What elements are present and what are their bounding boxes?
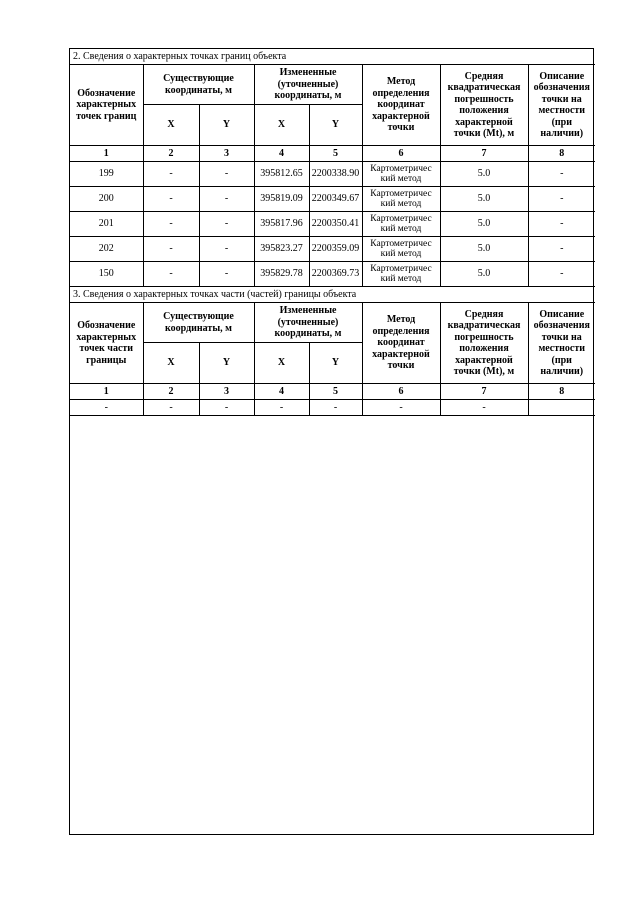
- column-numbers-row: [70, 384, 595, 400]
- method: Картометричес кий метод: [362, 162, 440, 187]
- point-id: 199: [70, 162, 143, 187]
- header-existing-y: Y: [199, 343, 254, 384]
- point-id: 200: [70, 187, 143, 212]
- description: -: [528, 262, 595, 287]
- header-method: Метод определения координат характерной точки: [362, 303, 440, 384]
- existing-y: -: [199, 400, 254, 416]
- description: [528, 400, 595, 416]
- changed-y: 2200349.67: [309, 187, 362, 212]
- changed-y: 2200338.90: [309, 162, 362, 187]
- table-row: [70, 400, 595, 416]
- header-description: Описание обозначения точки на местности (при наличии): [528, 65, 595, 146]
- header-error: Средняя квадратическая погрешность положения характерной точки (Mt), м: [440, 65, 528, 146]
- header-changed-coords: Измененные (уточненные) координаты, м: [254, 303, 362, 343]
- header-designation: Обозначение характерных точек границ: [70, 65, 143, 146]
- table-row: [70, 212, 595, 237]
- existing-y: -: [199, 187, 254, 212]
- point-id: 202: [70, 237, 143, 262]
- description: -: [528, 237, 595, 262]
- existing-x: -: [143, 262, 199, 287]
- error-mt: 5.0: [440, 262, 528, 287]
- header-error: Средняя квадратическая погрешность положения характерной точки (Mt), м: [440, 303, 528, 384]
- method: Картометричес кий метод: [362, 212, 440, 237]
- changed-x: 395823.27: [254, 237, 309, 262]
- description: -: [528, 212, 595, 237]
- section2-title: 2. Сведения о характерных точках границ объекта: [70, 49, 595, 65]
- header-existing-coords: Существующие координаты, м: [143, 303, 254, 343]
- existing-x: -: [143, 212, 199, 237]
- column-number: 3: [199, 146, 254, 162]
- existing-x: -: [143, 400, 199, 416]
- header-changed-x: X: [254, 105, 309, 146]
- header-existing-coords: Существующие координаты, м: [143, 65, 254, 105]
- description: -: [528, 162, 595, 187]
- column-number: 4: [254, 384, 309, 400]
- changed-y: 2200369.73: [309, 262, 362, 287]
- changed-y: 2200359.09: [309, 237, 362, 262]
- changed-y: 2200350.41: [309, 212, 362, 237]
- point-id: -: [70, 400, 143, 416]
- error-mt: 5.0: [440, 187, 528, 212]
- column-number: 5: [309, 384, 362, 400]
- column-number: 5: [309, 146, 362, 162]
- table-row: [70, 187, 595, 212]
- column-number: 7: [440, 146, 528, 162]
- method: Картометричес кий метод: [362, 187, 440, 212]
- existing-y: -: [199, 212, 254, 237]
- existing-x: -: [143, 162, 199, 187]
- section3-title: 3. Сведения о характерных точках части (частей) границы объекта: [70, 287, 595, 303]
- column-number: 2: [143, 146, 199, 162]
- description: -: [528, 187, 595, 212]
- header-existing-y: Y: [199, 105, 254, 146]
- column-number: 8: [528, 384, 595, 400]
- table-row: [70, 162, 595, 187]
- table-row: [70, 237, 595, 262]
- document-frame: [69, 48, 594, 835]
- changed-x: 395817.96: [254, 212, 309, 237]
- column-numbers-row: [70, 146, 595, 162]
- header-changed-y: Y: [309, 343, 362, 384]
- header-existing-x: X: [143, 105, 199, 146]
- point-id: 201: [70, 212, 143, 237]
- changed-x: 395812.65: [254, 162, 309, 187]
- method: Картометричес кий метод: [362, 237, 440, 262]
- table-row: [70, 262, 595, 287]
- header-changed-coords: Измененные (уточненные) координаты, м: [254, 65, 362, 105]
- existing-y: -: [199, 262, 254, 287]
- column-number: 1: [70, 384, 143, 400]
- header-designation: Обозначение характерных точек части границы: [70, 303, 143, 384]
- header-changed-y: Y: [309, 105, 362, 146]
- column-number: 2: [143, 384, 199, 400]
- changed-y: -: [309, 400, 362, 416]
- error-mt: -: [440, 400, 528, 416]
- existing-y: -: [199, 237, 254, 262]
- error-mt: 5.0: [440, 237, 528, 262]
- changed-x: 395829.78: [254, 262, 309, 287]
- changed-x: -: [254, 400, 309, 416]
- error-mt: 5.0: [440, 212, 528, 237]
- column-number: 8: [528, 146, 595, 162]
- error-mt: 5.0: [440, 162, 528, 187]
- column-number: 6: [362, 384, 440, 400]
- existing-x: -: [143, 237, 199, 262]
- method: Картометричес кий метод: [362, 262, 440, 287]
- existing-x: -: [143, 187, 199, 212]
- changed-x: 395819.09: [254, 187, 309, 212]
- boundary-points-table: [70, 49, 595, 287]
- column-number: 6: [362, 146, 440, 162]
- method: -: [362, 400, 440, 416]
- point-id: 150: [70, 262, 143, 287]
- column-number: 4: [254, 146, 309, 162]
- column-number: 3: [199, 384, 254, 400]
- header-changed-x: X: [254, 343, 309, 384]
- part-boundary-points-table: [70, 287, 595, 416]
- header-existing-x: X: [143, 343, 199, 384]
- column-number: 7: [440, 384, 528, 400]
- header-method: Метод определения координат характерной точки: [362, 65, 440, 146]
- column-number: 1: [70, 146, 143, 162]
- existing-y: -: [199, 162, 254, 187]
- header-description: Описание обозначения точки на местности (при наличии): [528, 303, 595, 384]
